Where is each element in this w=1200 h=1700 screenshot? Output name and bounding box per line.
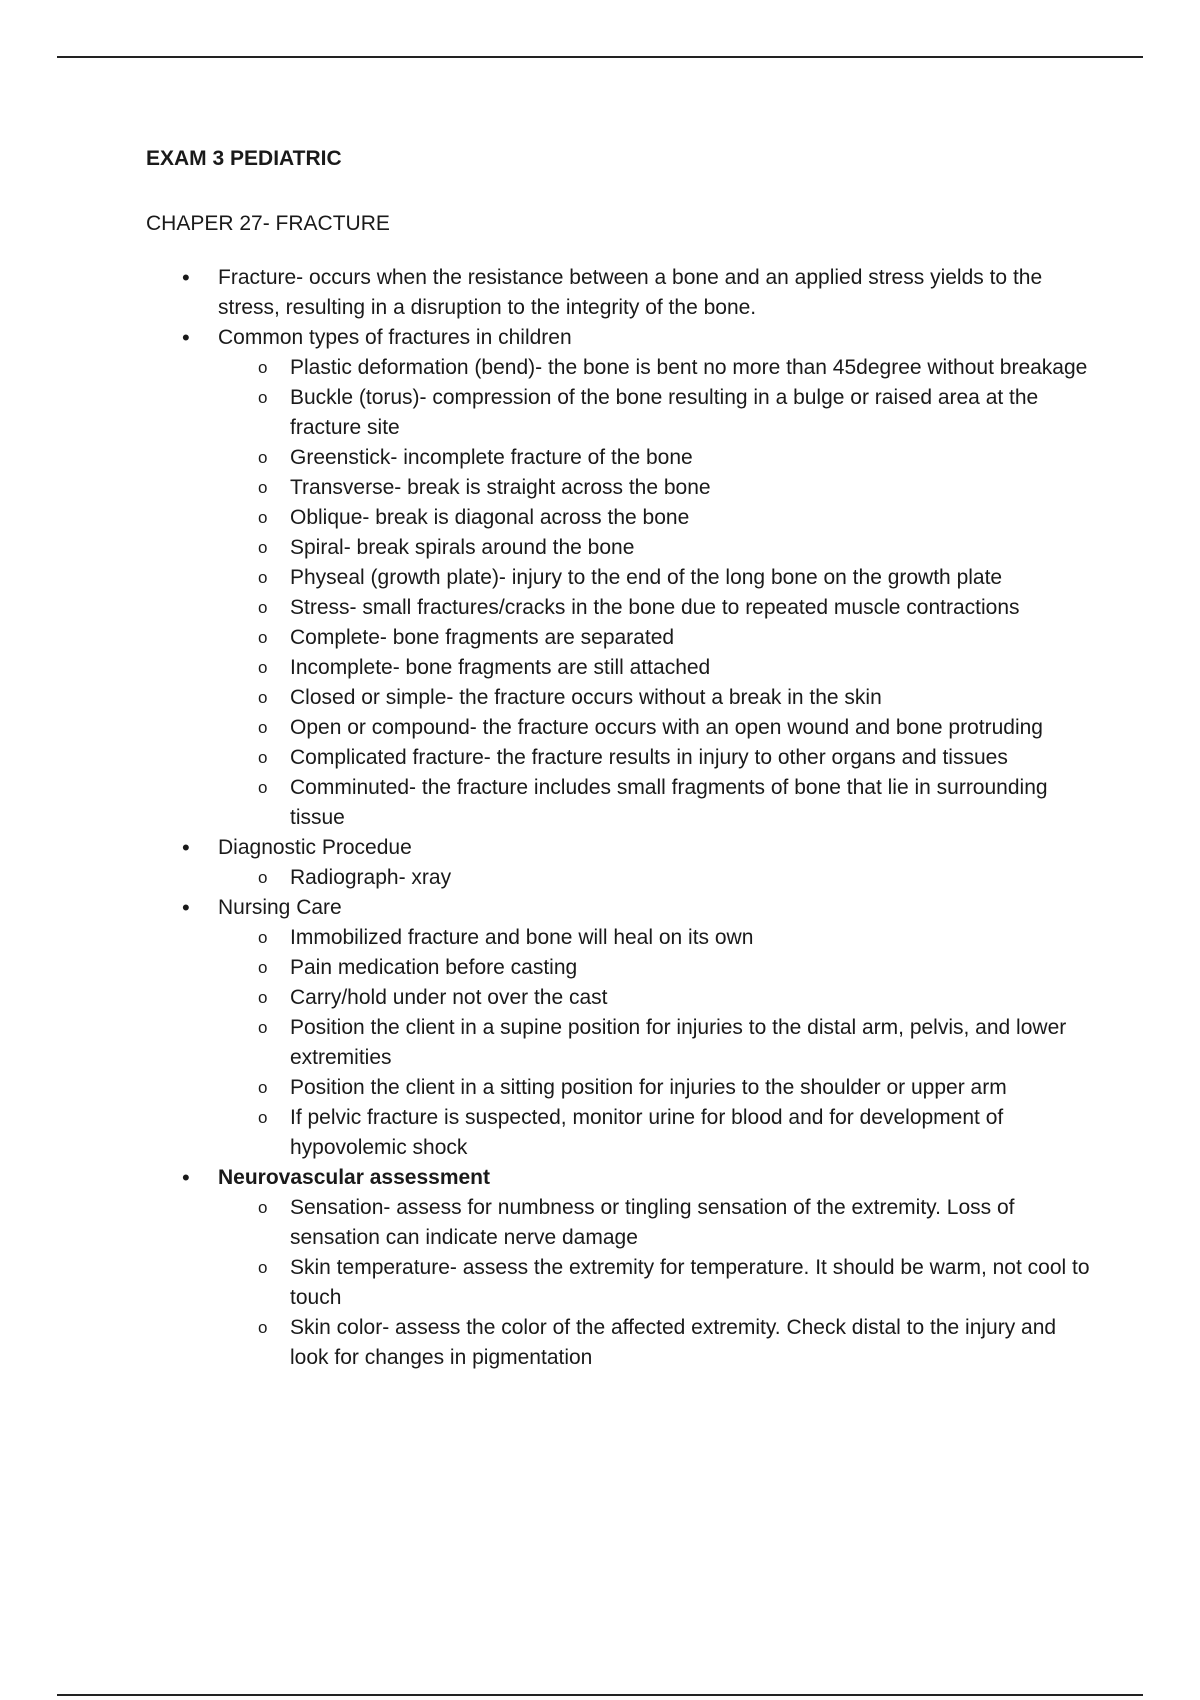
bullet-item [146,263,1096,323]
sub-list [218,923,1096,1163]
header-rule [57,56,1143,58]
bullet-text: Nursing Care [218,896,342,919]
sub-bullet-item: o Physeal (growth plate)- injury to the end of the long bone on the growth plate [218,563,1096,593]
bullet-text: Diagnostic Procedue [218,836,412,859]
sub-bullet-item: o Stress- small fractures/cracks in the bone due to repeated muscle contractions [218,593,1096,623]
sub-bullet-item: o Greenstick- incomplete fracture of the bone [218,443,1096,473]
bullet-text: Fracture- occurs when the resistance between a bone and an applied stress yields to the stress, resulting in a disruption to the integrity of the bone. [218,266,1043,319]
sub-bullet-item: o Comminuted- the fracture includes small fragments of bone that lie in surrounding tissue [218,773,1096,833]
sub-bullet-item: o Position the client in a supine position for injuries to the distal arm, pelvis, and lower extremities [218,1013,1096,1073]
sub-bullet-item: o Open or compound- the fracture occurs with an open wound and bone protruding [218,713,1096,743]
chapter-heading: CHAPER 27- FRACTURE [146,212,390,235]
outline-list [146,263,1096,1373]
sub-list [218,353,1096,833]
sub-bullet-item: o Skin color- assess the color of the affected extremity. Check distal to the injury and look for changes in pigmentation [218,1313,1096,1373]
bullet-text: Common types of fractures in children [218,326,572,349]
sub-bullet-item: o Oblique- break is diagonal across the bone [218,503,1096,533]
sub-bullet-item: o Complicated fracture- the fracture results in injury to other organs and tissues [218,743,1096,773]
sub-bullet-item: o Pain medication before casting [218,953,1096,983]
sub-bullet-item: o Closed or simple- the fracture occurs without a break in the skin [218,683,1096,713]
sub-bullet-item: o Transverse- break is straight across the bone [218,473,1096,503]
sub-bullet-item: o Immobilized fracture and bone will heal on its own [218,923,1096,953]
document-page [146,142,1096,1373]
doc-title: EXAM 3 PEDIATRIC [146,147,342,170]
sub-bullet-item: o Plastic deformation (bend)- the bone is bent no more than 45degree without breakage [218,353,1096,383]
bullet-item [146,1163,1096,1373]
sub-bullet-item: o Skin temperature- assess the extremity for temperature. It should be warm, not cool to touch [218,1253,1096,1313]
sub-bullet-item: o If pelvic fracture is suspected, monitor urine for blood and for development of hypovolemic shock [218,1103,1096,1163]
footer-rule [57,1694,1143,1696]
bullet-item [146,833,1096,893]
sub-list [218,863,1096,893]
sub-bullet-item: o Position the client in a sitting position for injuries to the shoulder or upper arm [218,1073,1096,1103]
sub-bullet-item: o Carry/hold under not over the cast [218,983,1096,1013]
bullet-item [146,323,1096,833]
sub-bullet-item: o Radiograph- xray [218,863,1096,893]
bullet-item [146,893,1096,1163]
bullet-text: Neurovascular assessment [218,1166,490,1189]
sub-bullet-item: o Complete- bone fragments are separated [218,623,1096,653]
sub-bullet-item: o Buckle (torus)- compression of the bone resulting in a bulge or raised area at the fracture site [218,383,1096,443]
sub-bullet-item: o Sensation- assess for numbness or tingling sensation of the extremity. Loss of sensation can indicate nerve damage [218,1193,1096,1253]
sub-bullet-item: o Incomplete- bone fragments are still attached [218,653,1096,683]
sub-list [218,1193,1096,1373]
sub-bullet-item: o Spiral- break spirals around the bone [218,533,1096,563]
